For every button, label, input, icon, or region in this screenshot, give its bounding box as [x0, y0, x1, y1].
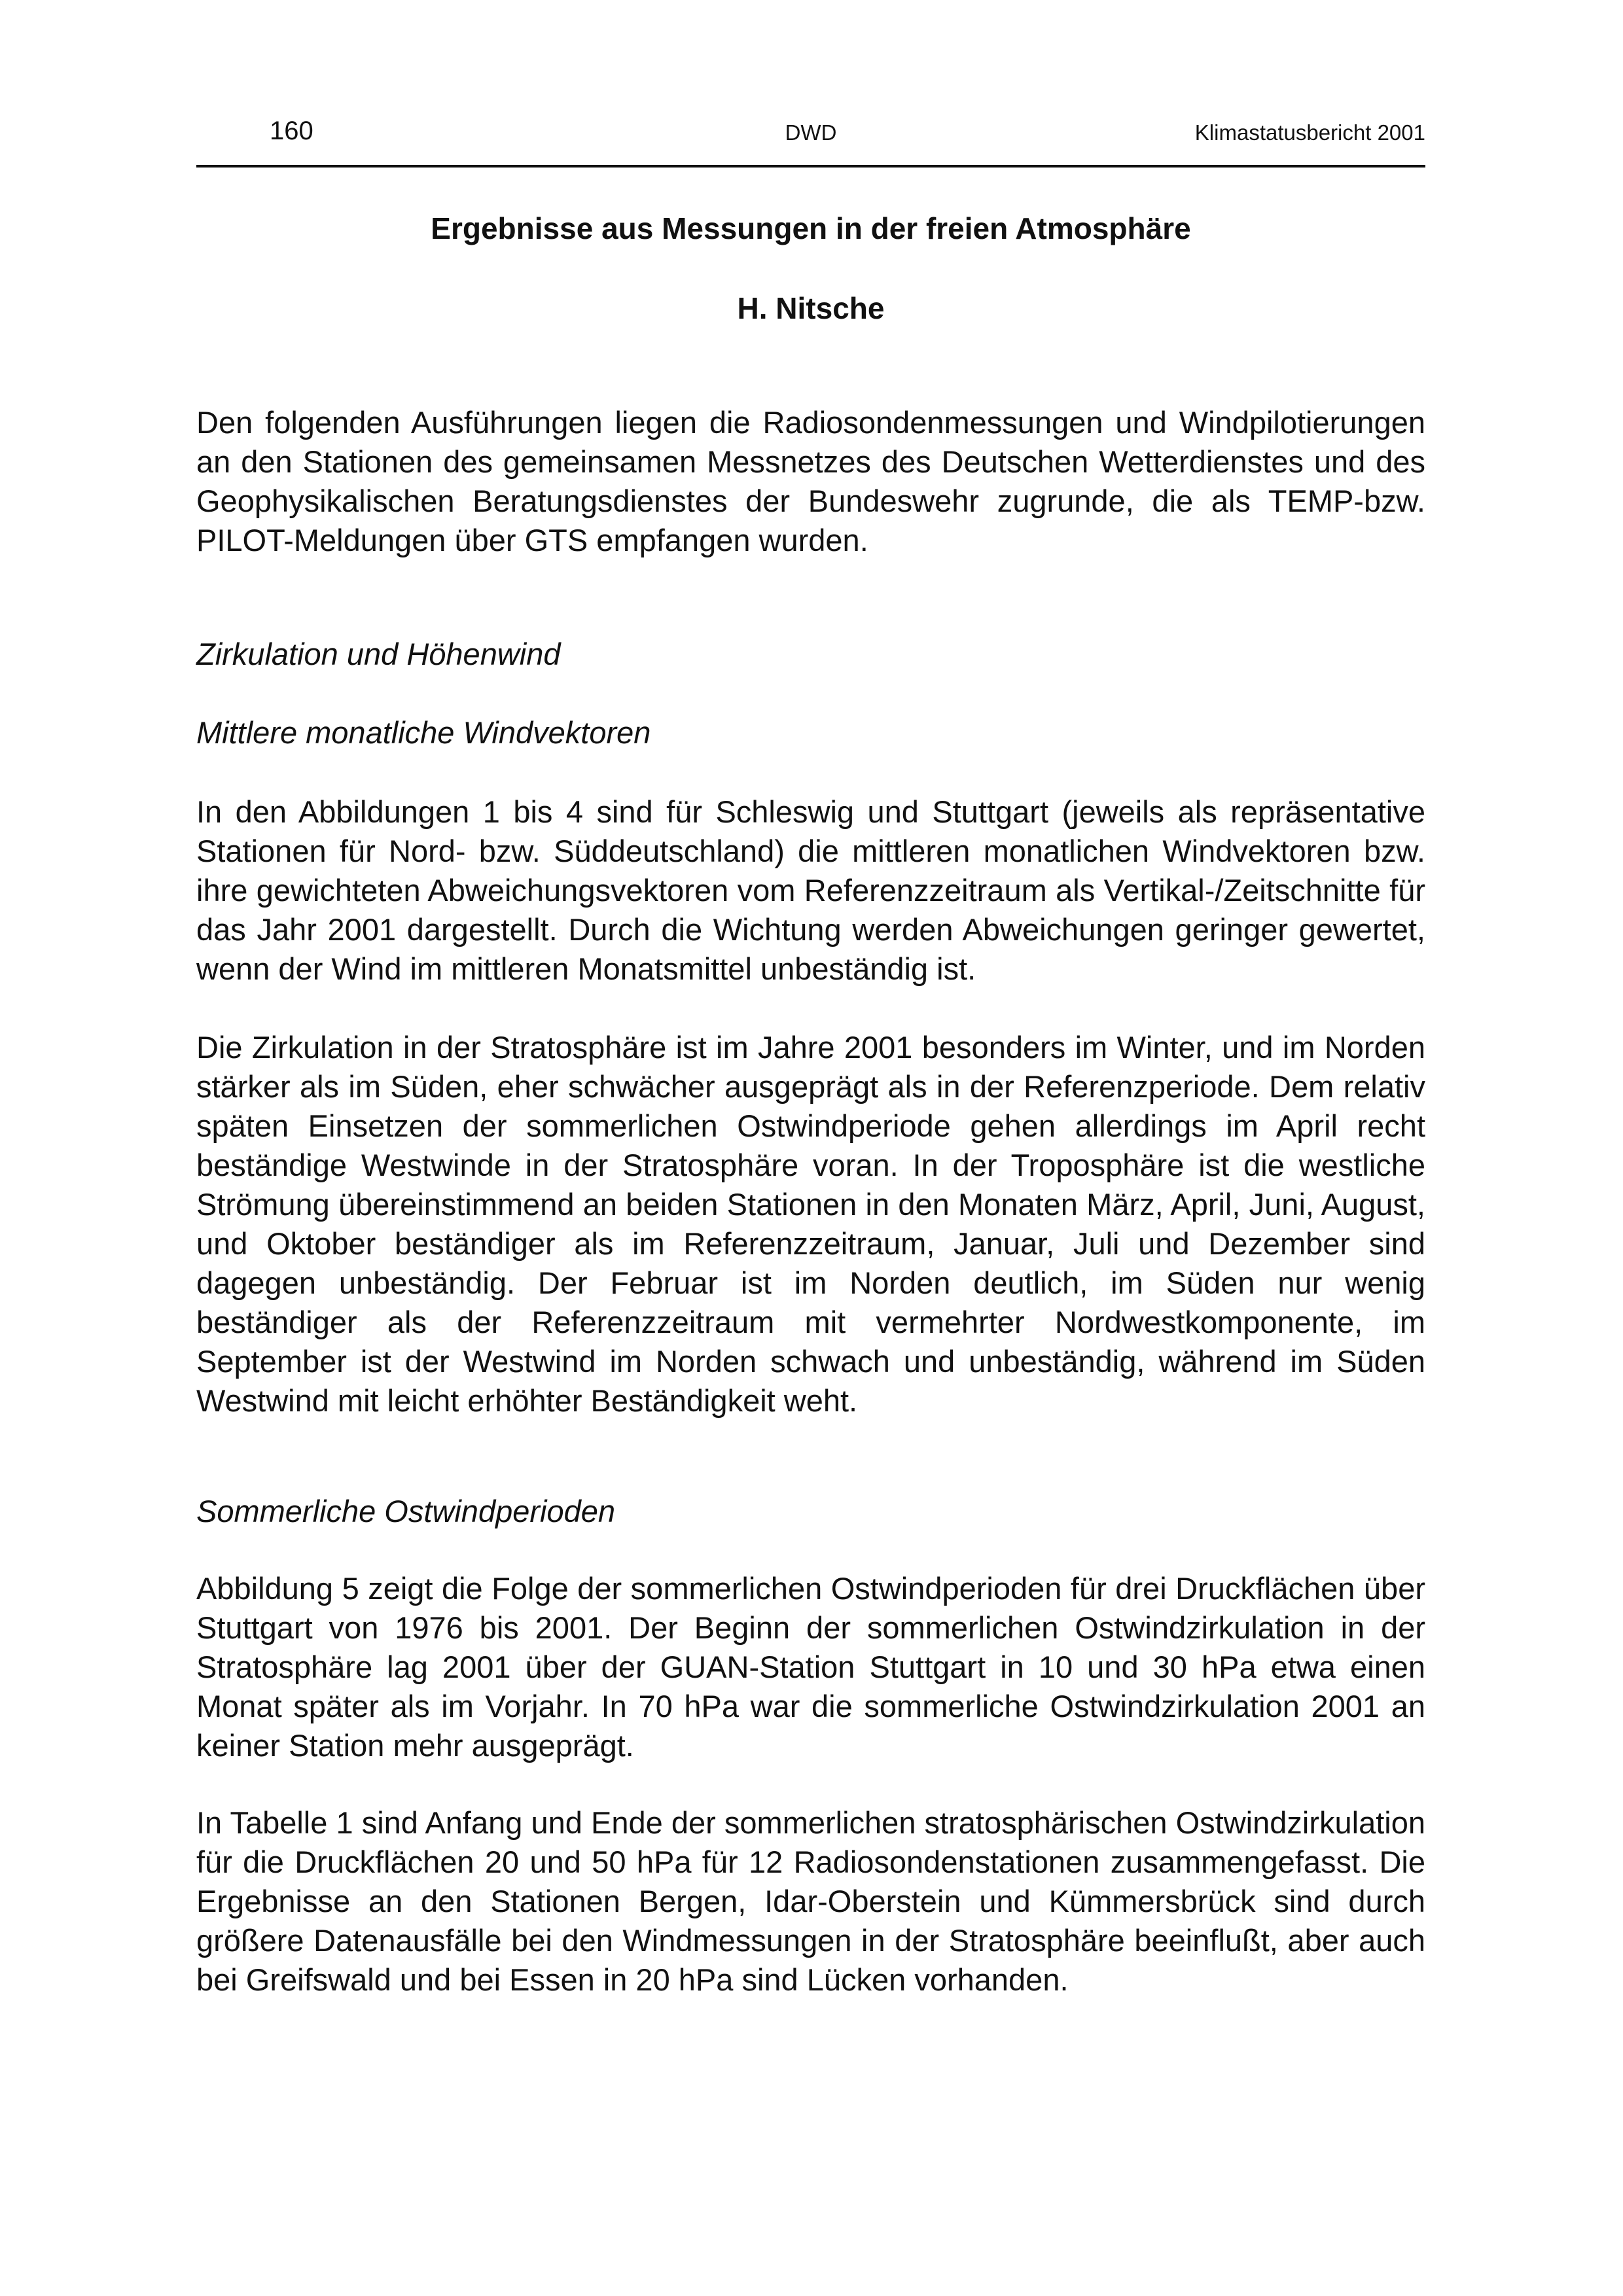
article-author: H. Nitsche — [737, 291, 885, 325]
running-header — [196, 116, 1425, 156]
subsection-heading-wind-vectors: Mittlere monatliche Windvektoren — [196, 715, 651, 750]
paragraph-wind-vectors: In den Abbildungen 1 bis 4 sind für Schleswig und Stuttgart (jeweils als repräsentative Stationen für Nord- bzw. Süddeutschland) die mittleren monatlichen Windvektoren bzw. ihre gewichteten Abweichungsvektoren vom Referenzzeitraum als Vertikal-/Zeitschnitte für das Jahr 2001 dargestellt. Durch die Wichtung werden Abweichungen geringer gewertet, wenn der Wind im mittleren Monatsmittel unbeständig ist. — [196, 794, 1425, 986]
section-heading-easterly-periods: Sommerliche Ostwindperioden — [196, 1494, 616, 1528]
article-title: Ergebnisse aus Messungen in der freien Atmosphäre — [431, 211, 1191, 245]
intro-paragraph: Den folgenden Ausführungen liegen die Radiosondenmessungen und Windpilotierungen an den Stationen des gemeinsamen Messnetzes des Deutschen Wetterdienstes und des Geophysikalischen Beratungsdienstes der Bundeswehr zugrunde, die als TEMP-bzw. PILOT-Meldungen über GTS empfangen wurden. — [196, 405, 1425, 557]
header-divider — [196, 165, 1425, 168]
paragraph-easterly-figure: Abbildung 5 zeigt die Folge der sommerlichen Ostwindperioden für drei Druckflächen über Stuttgart von 1976 bis 2001. Der Beginn der sommerlichen Ostwindzirkulation in der Stratosphäre lag 2001 über der GUAN-Station Stuttgart in 10 und 30 hPa etwa einen Monat später als im Vorjahr. In 70 hPa war die sommerliche Ostwindzirkulation 2001 an keiner Station mehr ausgeprägt. — [196, 1571, 1425, 1763]
section-heading-circulation: Zirkulation und Höhenwind — [196, 637, 561, 671]
publisher-label: DWD — [785, 120, 837, 145]
report-title: Klimastatusbericht 2001 — [1194, 120, 1425, 145]
paragraph-easterly-table: In Tabelle 1 sind Anfang und Ende der sommerlichen stratosphärischen Ostwindzirkulation für die Druckflächen 20 und 50 hPa für 12 Radiosondenstationen zusammengefasst. Die Ergebnisse an den Stationen Bergen, Idar-Oberstein und Kümmersbrück sind durch größere Datenausfälle bei den Windmessungen in der Stratosphäre beeinflußt, aber auch bei Greifswald und bei Essen in 20 hPa sind Lücken vorhanden. — [196, 1805, 1425, 1997]
page-number: 160 — [270, 116, 313, 145]
paragraph-circulation-2001: Die Zirkulation in der Stratosphäre ist im Jahre 2001 besonders im Winter, und im Norden stärker als im Süden, eher schwächer ausgeprägt als in der Referenzperiode. Dem relativ späten Einsetzen der sommerlichen Ostwindperiode gehen allerdings im April recht beständige Westwinde in der Stratosphäre voran. In der Troposphäre ist die westliche Strömung übereinstimmend an beiden Stationen in den Monaten März, April, Juni, August, und Oktober beständiger als im Referenzzeitraum, Januar, Juli und Dezember sind dagegen unbeständig. Der Februar ist im Norden deutlich, im Süden nur wenig beständiger als der Referenzzeitraum mit vermehrter Nordwestkomponente, im September ist der Westwind im Norden schwach und unbeständig, während im Süden Westwind mit leicht erhöhter Beständigkeit weht. — [196, 1030, 1425, 1418]
